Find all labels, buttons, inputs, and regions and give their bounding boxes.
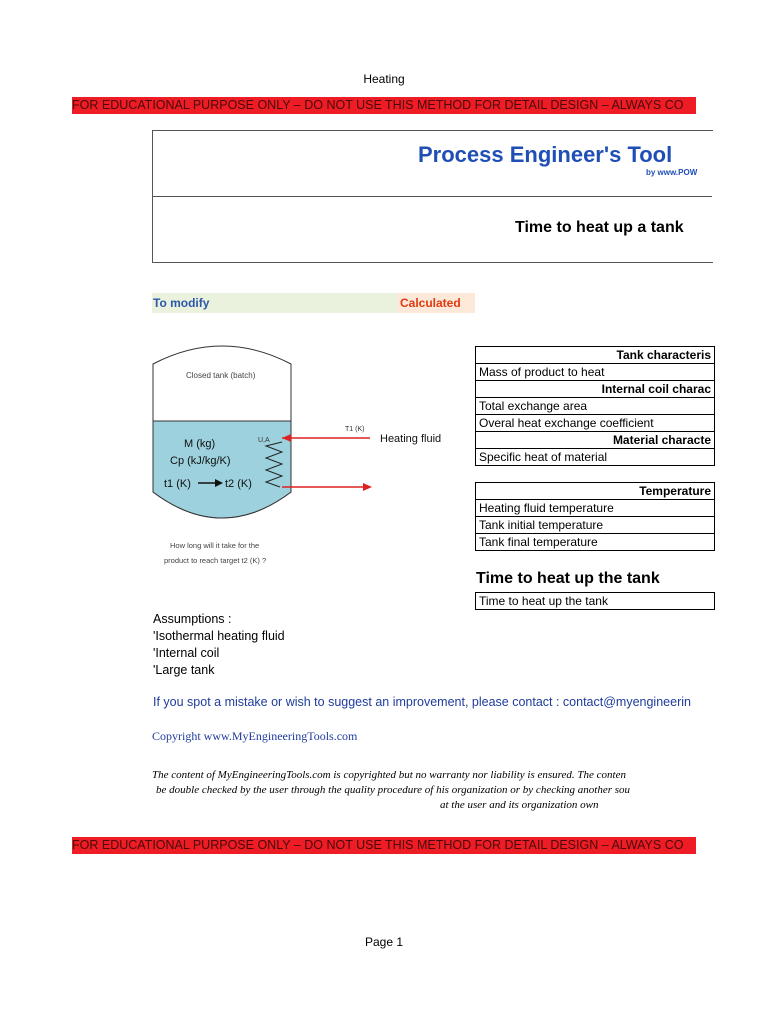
assumption-item: 'Isothermal heating fluid [153,629,285,643]
section-header: Temperature [476,483,715,500]
warning-banner-top: FOR EDUCATIONAL PURPOSE ONLY – DO NOT USE THIS METHOD FOR DETAIL DESIGN – ALWAYS CO [72,97,696,114]
table-row [476,449,715,466]
table-row [476,381,715,398]
disclaimer-line: be double checked by the user through the quality procedure of his organization or by checking another sou [156,784,631,796]
param-cell[interactable]: Specific heat of material [476,449,715,466]
section-header: Tank characteris [476,347,715,364]
table-row [476,517,715,534]
table-row [476,432,715,449]
contact-note: If you spot a mistake or wish to suggest an improvement, please contact : contact@myengineerin [153,695,691,709]
outlet-arrow-icon [363,483,372,491]
tank-characteristics-table-wrap [475,346,711,466]
param-cell[interactable]: Tank initial temperature [476,517,715,534]
t2-label: t2 (K) [225,478,252,490]
table-row [476,500,715,517]
table-row [476,415,715,432]
cp-label: Cp (kJ/kg/K) [170,455,231,467]
result-heading: Time to heat up the tank [476,570,660,587]
tank-liquid [153,421,291,518]
param-cell[interactable]: Overal heat exchange coefficient [476,415,715,432]
tank-label: Closed tank (batch) [186,371,256,380]
table-row [476,593,715,610]
param-cell[interactable]: Mass of product to heat [476,364,715,381]
mass-label: M (kg) [184,438,216,450]
section-header: Internal coil charac [476,381,715,398]
warning-banner-bottom: FOR EDUCATIONAL PURPOSE ONLY – DO NOT USE THIS METHOD FOR DETAIL DESIGN – ALWAYS CO [72,837,696,854]
table-row [476,398,715,415]
param-cell[interactable]: Total exchange area [476,398,715,415]
table-row [476,483,715,500]
header-divider [152,196,712,197]
question-line-1: How long will it take for the [170,541,260,550]
result-table [475,592,715,610]
legend-calculated: Calculated [397,293,475,313]
result-table-wrap [475,592,696,610]
param-cell[interactable]: Heating fluid temperature [476,500,715,517]
table-row [476,534,715,551]
assumptions-heading: Assumptions : [153,612,232,626]
param-cell[interactable]: Tank final temperature [476,534,715,551]
fluid-temp-label: T1 (K) [345,426,365,433]
assumption-item: 'Internal coil [153,646,220,660]
disclaimer-line: The content of MyEngineeringTools.com is copyrighted but no warranty nor liability is ensured. The conten [152,769,626,781]
copyright-link[interactable]: Copyright www.MyEngineeringTools.com [152,729,358,743]
assumption-item: 'Large tank [153,663,215,677]
tank-characteristics-table [475,346,715,466]
disclaimer-line: at the user and its organization own [440,799,599,811]
table-row [476,364,715,381]
fluid-label: Heating fluid [380,433,442,445]
tank-diagram [148,332,458,572]
brand-subtitle: by www.POW [646,168,698,177]
temperature-table-wrap [475,482,711,551]
t1-label: t1 (K) [164,478,191,490]
legend-to-modify: To modify [152,293,397,313]
table-row [476,347,715,364]
main-title: Time to heat up a tank [515,219,684,236]
coil-label: U,A [258,437,270,444]
brand-title: Process Engineer's Tool [418,142,673,167]
temperature-table [475,482,715,551]
section-header: Material characte [476,432,715,449]
result-cell[interactable]: Time to heat up the tank [476,593,715,610]
sheet-title: Heating [363,72,405,86]
page-number: Page 1 [364,935,404,949]
question-line-2: product to reach target t2 (K) ? [164,556,267,565]
